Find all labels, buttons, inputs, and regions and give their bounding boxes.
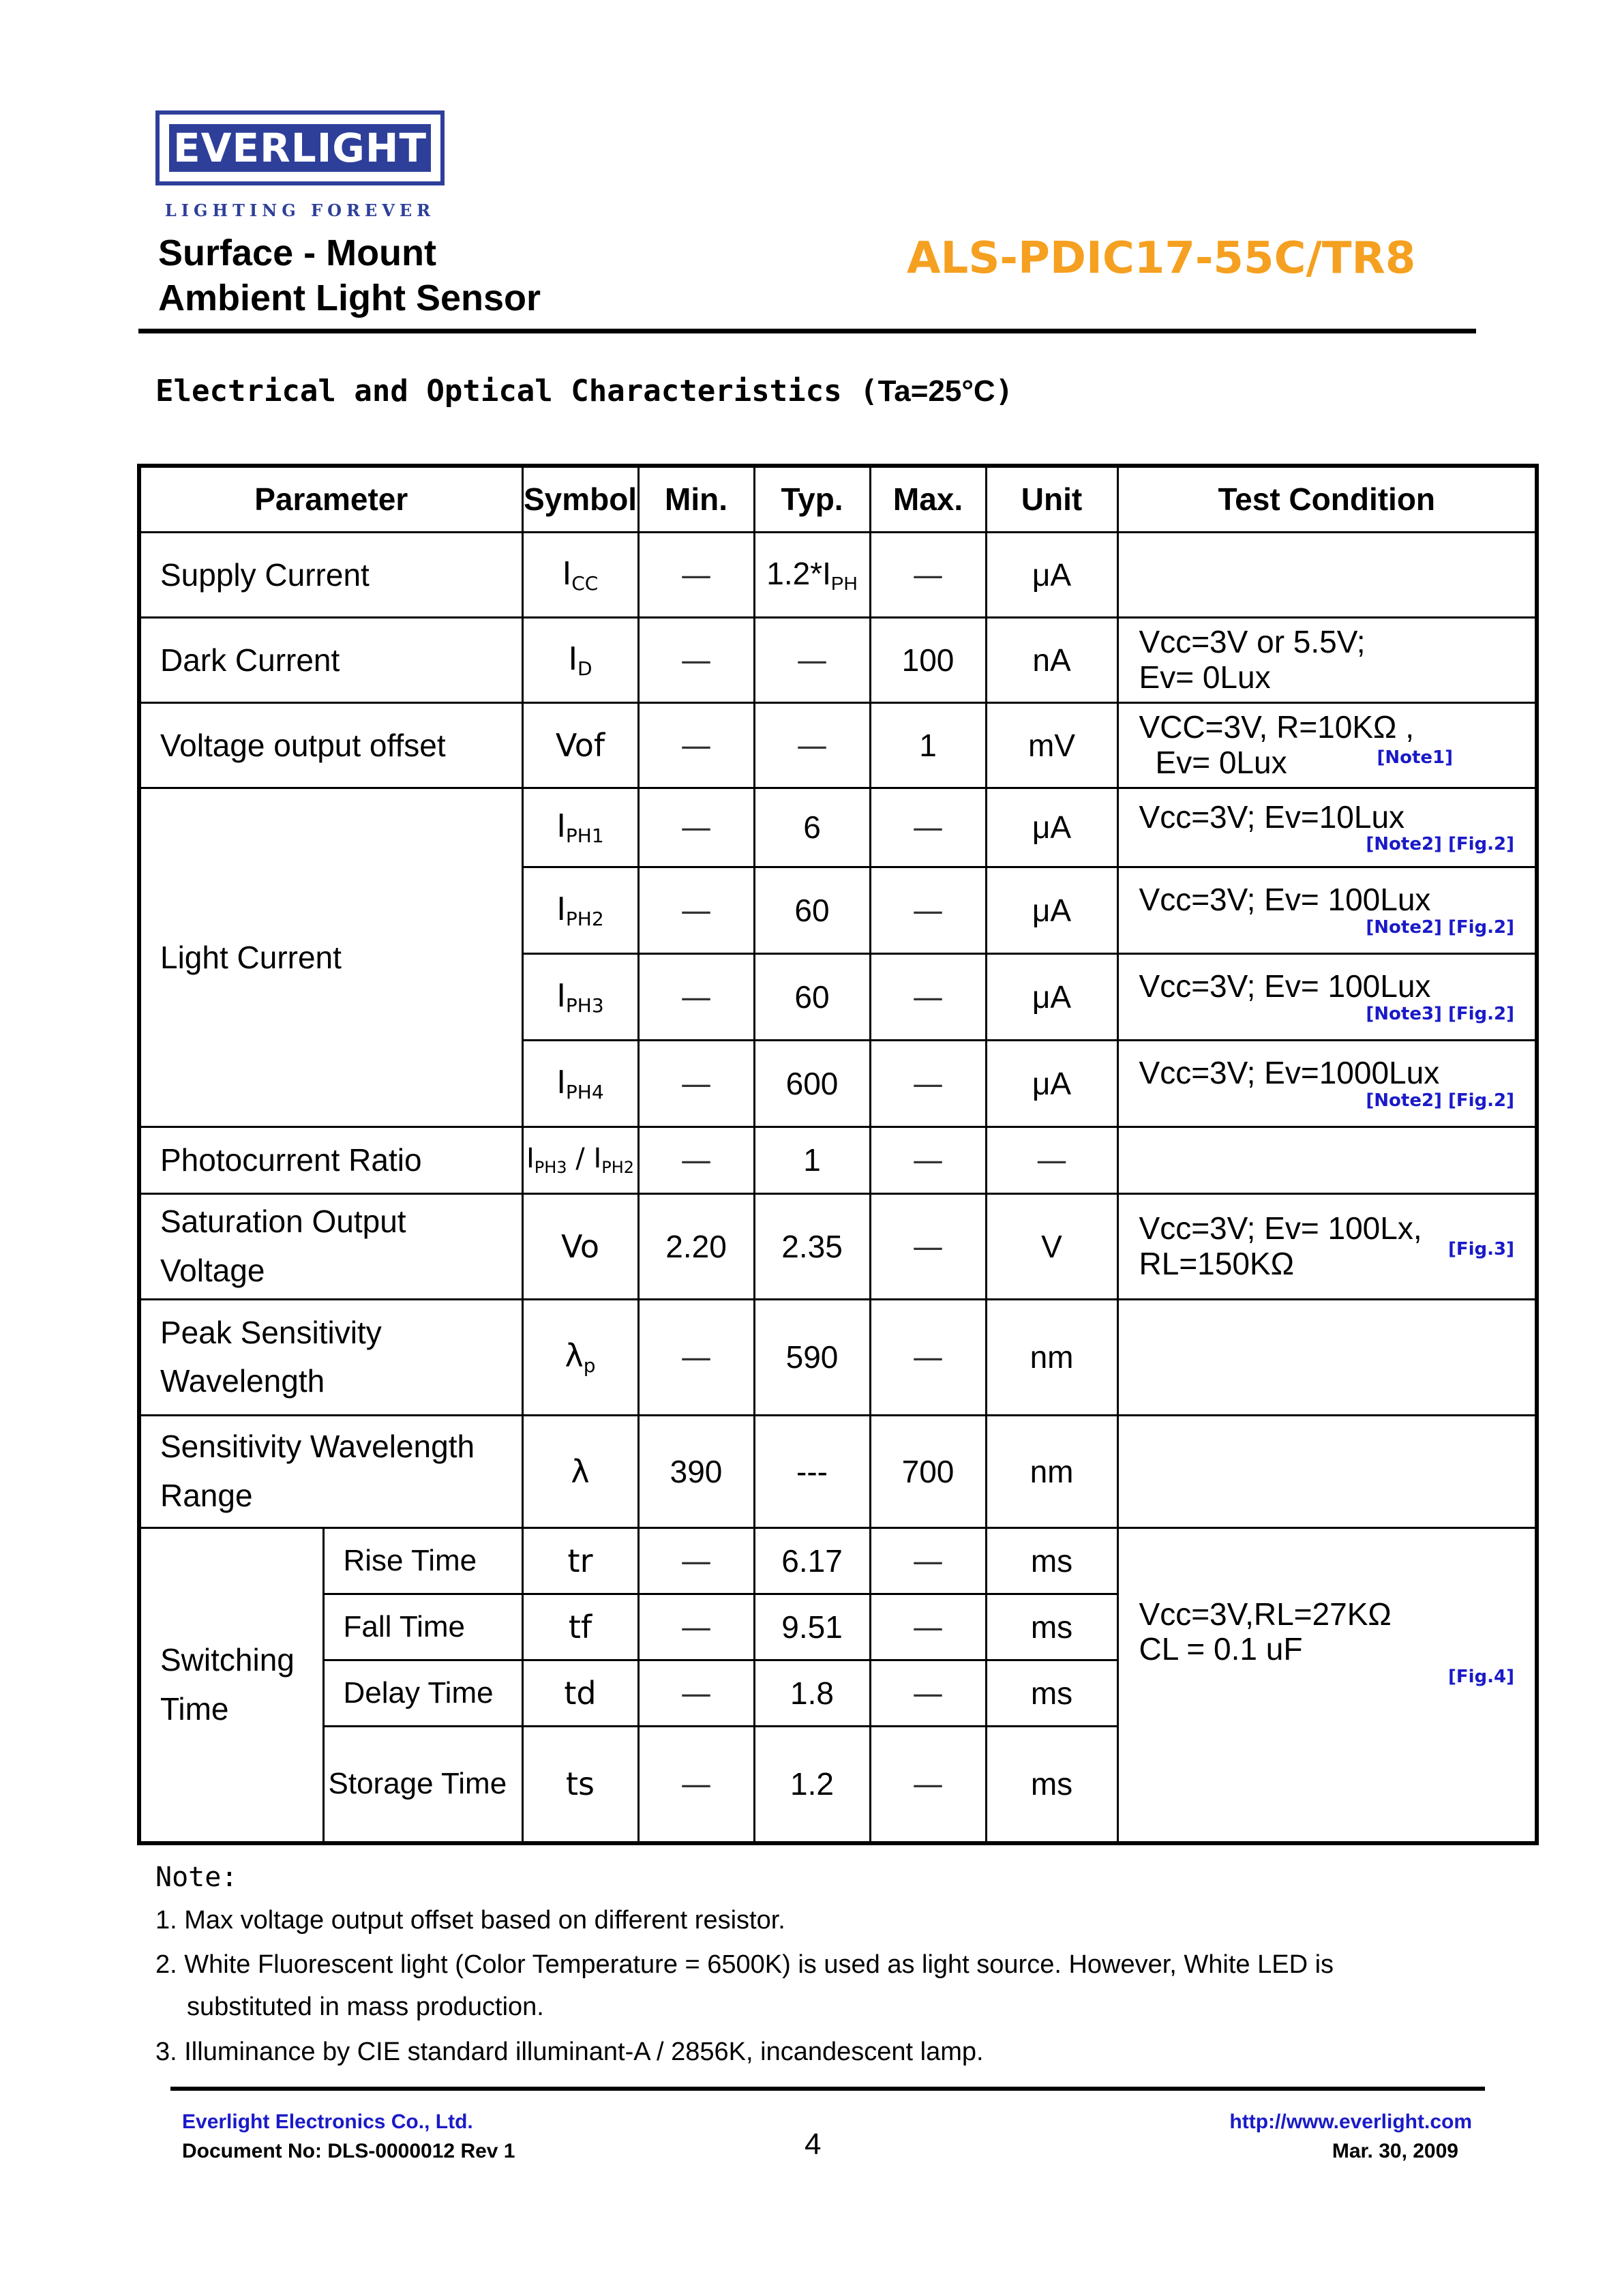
param-line: Sensitivity Wavelength [160, 1429, 475, 1465]
max-value: — [870, 1660, 986, 1726]
symbol-main: I [556, 976, 566, 1014]
max-value: — [870, 788, 986, 867]
header-parameter: Parameter [139, 466, 522, 532]
param-line: Switching [160, 1642, 295, 1678]
table-row [139, 1415, 1537, 1527]
min-value: — [638, 1040, 754, 1127]
test-condition [1117, 867, 1537, 953]
table-header-row [139, 466, 1537, 532]
min-value: — [638, 1594, 754, 1660]
symbol-main: I [526, 1143, 535, 1174]
tc-line: Vcc=3V; Ev=1000Lux [1139, 1055, 1440, 1091]
max-value: — [870, 1299, 986, 1415]
symbol-iph2 [522, 867, 638, 953]
max-value: 100 [870, 617, 986, 702]
unit-value: ms [986, 1527, 1117, 1594]
note-2-continued: substituted in mass production. [187, 1993, 544, 2021]
symbol-tf: tf [522, 1594, 638, 1660]
max-value: — [870, 1527, 986, 1594]
param-line: Voltage [160, 1252, 265, 1288]
characteristics-table [137, 464, 1539, 1845]
test-condition [1117, 953, 1537, 1040]
param-saturation-voltage [139, 1193, 522, 1299]
unit-value: nm [986, 1299, 1117, 1415]
test-condition [1117, 1127, 1537, 1193]
section-title-close: ) [995, 374, 1014, 408]
typ-value: 1.8 [754, 1660, 870, 1726]
param-light-current: Light Current [139, 788, 522, 1127]
param-voltage-offset: Voltage output offset [139, 702, 522, 788]
tc-line: RL=150KΩ [1139, 1245, 1294, 1281]
section-title-text: Electrical and Optical Characteristics ( [155, 374, 878, 408]
product-title-line2: Ambient Light Sensor [158, 278, 541, 318]
min-value: — [638, 788, 754, 867]
max-value: — [870, 1193, 986, 1299]
unit-value: V [986, 1193, 1117, 1299]
symbol-main: I [556, 807, 566, 844]
symbol-main: λ [565, 1337, 584, 1374]
tc-line: Vcc=3V; Ev= 100Lx, [1139, 1210, 1422, 1246]
test-condition [1117, 1040, 1537, 1127]
unit-value: — [986, 1127, 1117, 1193]
typ-value: 600 [754, 1040, 870, 1127]
param-line: Wavelength [160, 1363, 325, 1399]
unit-value: μA [986, 1040, 1117, 1127]
param-storage-time: Storage Time [323, 1726, 522, 1843]
param-switching-time [139, 1527, 323, 1843]
section-condition: Ta=25°C [877, 374, 995, 408]
tc-line: Vcc=3V or 5.5V; [1139, 623, 1366, 659]
typ-value: — [754, 702, 870, 788]
tc-line: Vcc=3V,RL=27KΩ [1139, 1596, 1392, 1632]
ref-label: [Note3] [Fig.2] [1366, 1003, 1515, 1024]
param-delay-time: Delay Time [323, 1660, 522, 1726]
part-number: ALS-PDIC17-55C/TR8 [907, 233, 1416, 284]
max-value: — [870, 1594, 986, 1660]
symbol-ratio [522, 1127, 638, 1193]
unit-value: μA [986, 532, 1117, 617]
symbol-sub: D [577, 657, 592, 680]
param-line: Peak Sensitivity [160, 1314, 382, 1350]
min-value: — [638, 1660, 754, 1726]
typ-value: 9.51 [754, 1594, 870, 1660]
min-value: — [638, 532, 754, 617]
tc-line: Ev= 0Lux [1155, 744, 1287, 780]
test-condition [1117, 1193, 1537, 1299]
max-value: — [870, 532, 986, 617]
param-line: Range [160, 1477, 253, 1513]
header-symbol: Symbol [522, 466, 638, 532]
ref-label: [Note2] [Fig.2] [1366, 834, 1515, 855]
min-value: — [638, 1299, 754, 1415]
min-value: — [638, 867, 754, 953]
tc-line: Vcc=3V; Ev=10Lux [1139, 799, 1405, 835]
typ-value: 60 [754, 867, 870, 953]
param-wavelength-range [139, 1415, 522, 1527]
typ-value: 1 [754, 1127, 870, 1193]
symbol-iph3 [522, 953, 638, 1040]
ref-label: [Fig.4] [1447, 1666, 1515, 1687]
header-typ: Typ. [754, 466, 870, 532]
unit-value: μA [986, 953, 1117, 1040]
max-value: — [870, 1040, 986, 1127]
param-fall-time: Fall Time [323, 1594, 522, 1660]
min-value: — [638, 1527, 754, 1594]
typ-value: 590 [754, 1299, 870, 1415]
table-row [139, 1193, 1537, 1299]
param-photocurrent-ratio: Photocurrent Ratio [139, 1127, 522, 1193]
unit-value: μA [986, 788, 1117, 867]
table-row [139, 532, 1537, 617]
typ-value: --- [754, 1415, 870, 1527]
max-value: — [870, 1726, 986, 1843]
table-row [139, 702, 1537, 788]
symbol-sub: PH1 [565, 824, 604, 847]
typ-value [754, 532, 870, 617]
tc-line: Vcc=3V; Ev= 100Lux [1139, 882, 1431, 918]
header-unit: Unit [986, 466, 1117, 532]
note1-ref: [Note1] [1377, 747, 1454, 768]
ref-label: [Note2] [Fig.2] [1366, 1090, 1515, 1111]
max-value: 700 [870, 1415, 986, 1527]
typ-sub: PH [830, 572, 858, 594]
ref-label: [Note2] [Fig.2] [1366, 916, 1515, 938]
symbol-ts: ts [522, 1726, 638, 1843]
note-2: 2. White Fluorescent light (Color Temperature = 6500K) is used as light source. However, White LED is [155, 1950, 1334, 1979]
tc-line: Vcc=3V; Ev= 100Lux [1139, 968, 1431, 1004]
symbol-sub: PH3 [565, 994, 604, 1017]
param-supply-current: Supply Current [139, 532, 522, 617]
test-condition [1117, 1415, 1537, 1527]
param-line: Time [160, 1690, 229, 1727]
symbol-vo: Vo [522, 1193, 638, 1299]
table-row [139, 617, 1537, 702]
tc-line: CL = 0.1 uF [1139, 1631, 1303, 1667]
symbol-iph4 [522, 1040, 638, 1127]
min-value: — [638, 702, 754, 788]
footer-document-number: Document No: DLS-0000012 Rev 1 [182, 2140, 515, 2162]
min-value: — [638, 617, 754, 702]
symbol-tr: tr [522, 1527, 638, 1594]
test-condition [1117, 788, 1537, 867]
note-3: 3. Illuminance by CIE standard illuminant-A / 2856K, incandescent lamp. [155, 2038, 984, 2066]
unit-value: nA [986, 617, 1117, 702]
logo-tagline: LIGHTING FOREVER [164, 200, 436, 220]
product-title-line1: Surface - Mount [158, 233, 437, 273]
param-dark-current: Dark Current [139, 617, 522, 702]
tc-line: VCC=3V, R=10KΩ , [1139, 709, 1414, 745]
note-1: 1. Max voltage output offset based on different resistor. [155, 1906, 785, 1935]
max-value: 1 [870, 702, 986, 788]
min-value: 2.20 [638, 1193, 754, 1299]
symbol-sub: CC [571, 571, 599, 595]
table-row [139, 1299, 1537, 1415]
header-min: Min. [638, 466, 754, 532]
typ-value: 6 [754, 788, 870, 867]
max-value: — [870, 953, 986, 1040]
typ-value: 60 [754, 953, 870, 1040]
symbol-main: I [556, 890, 566, 927]
test-condition [1117, 702, 1537, 788]
typ-main: 1.2*I [766, 555, 831, 591]
param-rise-time: Rise Time [323, 1527, 522, 1594]
symbol-main: / I [567, 1143, 602, 1174]
min-value: — [638, 953, 754, 1040]
footer-date: Mar. 30, 2009 [1332, 2140, 1458, 2162]
symbol-main: I [568, 640, 578, 677]
test-condition [1117, 1527, 1537, 1843]
everlight-logo [155, 110, 445, 185]
symbol-sub: p [583, 1354, 596, 1377]
footer-url[interactable]: http://www.everlight.com [1229, 2111, 1472, 2133]
section-title [155, 374, 1013, 408]
typ-value: 6.17 [754, 1527, 870, 1594]
symbol-main: I [562, 554, 572, 592]
symbol-sub: PH2 [601, 1158, 635, 1177]
unit-value: ms [986, 1726, 1117, 1843]
symbol-iph1 [522, 788, 638, 867]
max-value: — [870, 867, 986, 953]
unit-value: ms [986, 1660, 1117, 1726]
logo-wordmark: EVERLIGHT [169, 124, 431, 172]
fig3-ref: [Fig.3] [1447, 1238, 1515, 1259]
min-value: 390 [638, 1415, 754, 1527]
symbol-sub: PH2 [565, 907, 604, 930]
table-row [139, 1127, 1537, 1193]
test-condition [1117, 1299, 1537, 1415]
notes-heading: Note: [155, 1862, 238, 1893]
typ-value: 2.35 [754, 1193, 870, 1299]
page-number: 4 [805, 2128, 822, 2161]
typ-value: — [754, 617, 870, 702]
unit-value: μA [986, 867, 1117, 953]
param-line: Saturation Output [160, 1204, 406, 1240]
symbol-main: I [556, 1063, 566, 1101]
test-condition [1117, 617, 1537, 702]
test-condition [1117, 532, 1537, 617]
min-value: — [638, 1726, 754, 1843]
symbol-sub: PH4 [565, 1080, 604, 1103]
symbol-lambda: λ [522, 1415, 638, 1527]
footer-divider [170, 2087, 1485, 2091]
symbol-vof: Vof [522, 702, 638, 788]
max-value: — [870, 1127, 986, 1193]
table-row [139, 1527, 1537, 1594]
footer-company: Everlight Electronics Co., Ltd. [182, 2111, 473, 2133]
symbol-id [522, 617, 638, 702]
unit-value: ms [986, 1594, 1117, 1660]
symbol-sub: PH3 [534, 1158, 567, 1177]
symbol-icc [522, 532, 638, 617]
table-row [139, 788, 1537, 867]
header-divider [138, 329, 1476, 333]
header-max: Max. [870, 466, 986, 532]
unit-value: mV [986, 702, 1117, 788]
symbol-td: td [522, 1660, 638, 1726]
min-value: — [638, 1127, 754, 1193]
typ-value: 1.2 [754, 1726, 870, 1843]
tc-line-wrap [1139, 745, 1535, 781]
param-peak-wavelength [139, 1299, 522, 1415]
unit-value: nm [986, 1415, 1117, 1527]
symbol-lambda-p [522, 1299, 638, 1415]
header-test-condition: Test Condition [1117, 466, 1537, 532]
tc-line: Ev= 0Lux [1139, 659, 1271, 695]
tc-line-wrap [1139, 1238, 1535, 1282]
